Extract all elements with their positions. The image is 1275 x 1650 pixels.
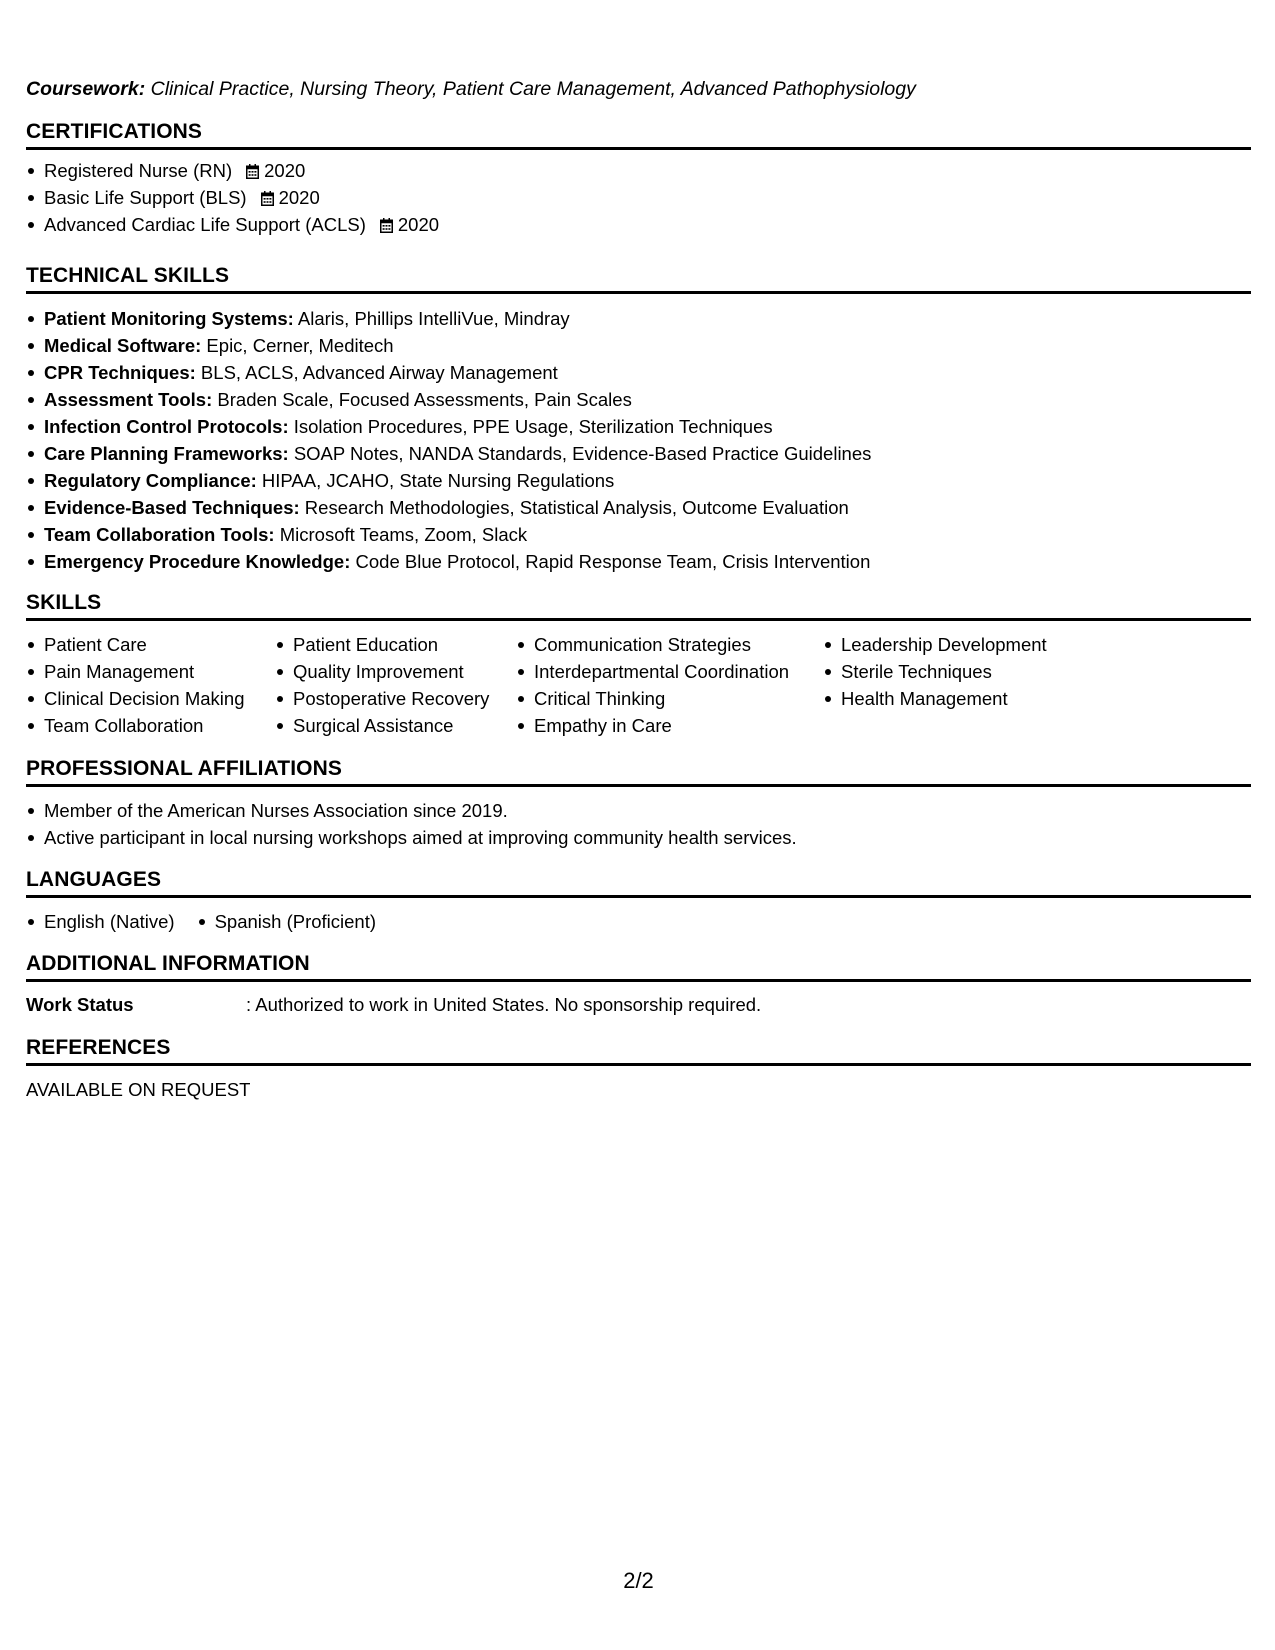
references-text: AVAILABLE ON REQUEST [26, 1079, 251, 1100]
certification-item [26, 184, 439, 211]
technical-skill-item [26, 440, 871, 467]
technical-skill-label: Infection Control Protocols: [44, 416, 289, 437]
affiliations-heading: PROFESSIONAL AFFILIATIONS [26, 757, 1251, 787]
technical-skill-value: Braden Scale, Focused Assessments, Pain Scales [212, 389, 632, 410]
skill-item: Patient Education [275, 631, 489, 658]
languages-heading: LANGUAGES [26, 868, 1251, 898]
certification-name: Registered Nurse (RN) [44, 160, 233, 181]
technical-skill-value: Isolation Procedures, PPE Usage, Sterilization Techniques [288, 416, 773, 437]
technical-skill-value: Microsoft Teams, Zoom, Slack [274, 524, 528, 545]
technical-skill-item [26, 332, 871, 359]
languages-list [26, 908, 376, 935]
technical-skill-label: Regulatory Compliance: [44, 470, 257, 491]
technical-skill-value: Research Methodologies, Statistical Analysis, Outcome Evaluation [299, 497, 849, 518]
technical-skill-item [26, 386, 871, 413]
skill-item: Empathy in Care [516, 712, 789, 739]
work-status-row [26, 991, 761, 1018]
technical-skill-label: Team Collaboration Tools: [44, 524, 275, 545]
certification-year: 2020 [278, 187, 320, 208]
skill-item: Patient Care [26, 631, 245, 658]
technical-skill-label: Emergency Procedure Knowledge: [44, 551, 351, 572]
technical-skill-item [26, 548, 871, 575]
technical-skill-item [26, 494, 871, 521]
skill-item: Communication Strategies [516, 631, 789, 658]
certification-name: Basic Life Support (BLS) [44, 187, 247, 208]
skill-item: Health Management [823, 685, 1047, 712]
certification-item [26, 211, 439, 238]
language-item: English (Native) [26, 908, 175, 935]
coursework-text: Clinical Practice, Nursing Theory, Patient Care Management, Advanced Pathophysiology [145, 78, 916, 100]
calendar-icon [246, 164, 259, 179]
technical-skill-item [26, 467, 871, 494]
skill-item: Pain Management [26, 658, 245, 685]
references-heading: REFERENCES [26, 1036, 1251, 1066]
skill-item: Postoperative Recovery [275, 685, 489, 712]
skill-item: Interdepartmental Coordination [516, 658, 789, 685]
certification-year: 2020 [397, 214, 440, 235]
technical-skill-label: Assessment Tools: [44, 389, 213, 410]
calendar-icon [261, 191, 274, 206]
technical-skill-label: Care Planning Frameworks: [44, 443, 289, 464]
page-number: 2/2 [623, 1568, 654, 1593]
technical-skill-label: CPR Techniques: [44, 362, 196, 383]
skill-item: Surgical Assistance [275, 712, 489, 739]
technical-skill-value: SOAP Notes, NANDA Standards, Evidence-Based Practice Guidelines [288, 443, 872, 464]
skill-item: Leadership Development [823, 631, 1047, 658]
certification-year: 2020 [264, 160, 306, 181]
technical-skill-label: Evidence-Based Techniques: [44, 497, 300, 518]
certifications-heading: CERTIFICATIONS [26, 120, 1251, 150]
affiliation-item: Active participant in local nursing workshops aimed at improving community health services. [26, 824, 797, 851]
coursework-line [26, 78, 916, 101]
technical-skill-value: HIPAA, JCAHO, State Nursing Regulations [256, 470, 615, 491]
work-status-value: : Authorized to work in United States. No sponsorship required. [246, 994, 762, 1015]
skills-column-4 [823, 631, 1047, 712]
skills-column-1 [26, 631, 245, 739]
skills-heading: SKILLS [26, 591, 1251, 621]
technical-skill-value: Code Blue Protocol, Rapid Response Team, Crisis Intervention [350, 551, 871, 572]
technical-skill-value: BLS, ACLS, Advanced Airway Management [195, 362, 558, 383]
technical-skills-heading: TECHNICAL SKILLS [26, 264, 1251, 294]
skill-item: Clinical Decision Making [26, 685, 245, 712]
technical-skill-label: Patient Monitoring Systems: [44, 308, 294, 329]
technical-skill-value: Epic, Cerner, Meditech [201, 335, 394, 356]
skill-item: Sterile Techniques [823, 658, 1047, 685]
work-status-label: Work Status [26, 994, 134, 1015]
technical-skill-item [26, 521, 871, 548]
language-item: Spanish (Proficient) [197, 908, 376, 935]
certification-name: Advanced Cardiac Life Support (ACLS) [44, 214, 366, 235]
calendar-icon [380, 218, 393, 233]
affiliations-list [26, 797, 797, 851]
skills-column-2 [275, 631, 489, 739]
certifications-list [26, 157, 439, 238]
technical-skill-value: Alaris, Phillips IntelliVue, Mindray [293, 308, 570, 329]
skills-column-3 [516, 631, 789, 739]
technical-skill-item [26, 305, 871, 332]
technical-skill-label: Medical Software: [44, 335, 202, 356]
skill-item: Quality Improvement [275, 658, 489, 685]
technical-skill-item [26, 413, 871, 440]
technical-skills-list [26, 305, 871, 575]
skill-item: Team Collaboration [26, 712, 245, 739]
technical-skill-item [26, 359, 871, 386]
resume-page [26, 0, 1251, 1650]
additional-info-heading: ADDITIONAL INFORMATION [26, 952, 1251, 982]
certification-item [26, 157, 439, 184]
coursework-label: Coursework: [26, 78, 146, 100]
skill-item: Critical Thinking [516, 685, 789, 712]
affiliation-item: Member of the American Nurses Association since 2019. [26, 797, 797, 824]
